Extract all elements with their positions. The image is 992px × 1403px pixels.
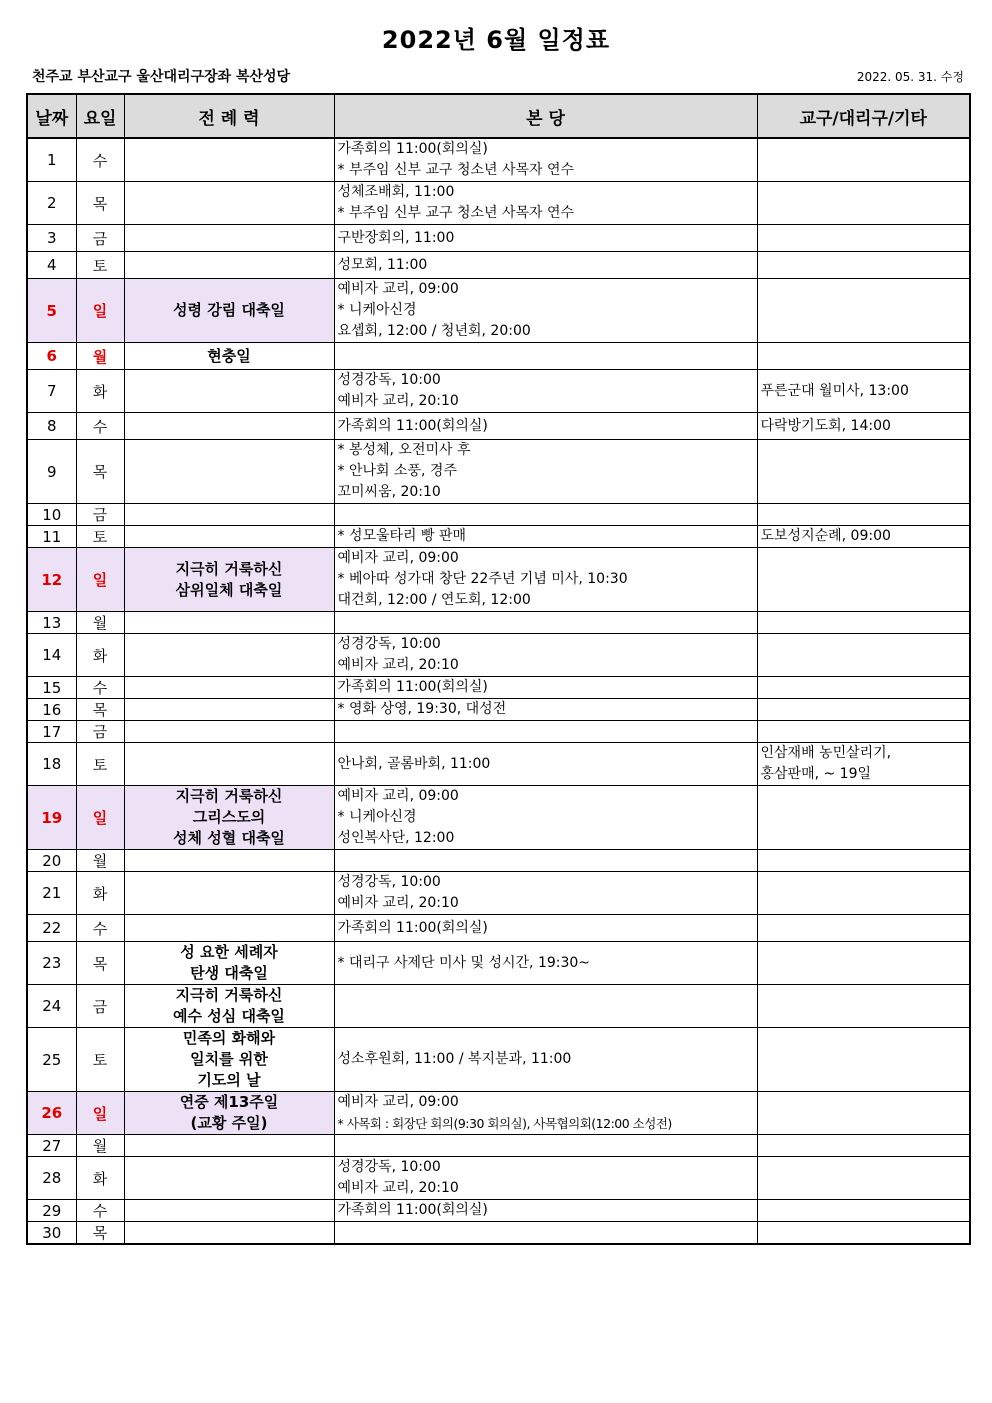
parish-event: * 니케아신경 (337, 302, 417, 318)
table-row (27, 1028, 970, 1092)
parish-event: * 대리구 사제단 미사 및 성시간, 19:30~ (337, 954, 591, 971)
parish-cell (334, 872, 757, 915)
weekday-cell: 수 (76, 413, 124, 440)
parish-cell (334, 1135, 757, 1157)
other-cell (757, 634, 970, 677)
parish-event: 가족회의 11:00(회의실) (337, 141, 488, 157)
liturgy-cell (124, 634, 334, 677)
parish-event: 구반장회의, 11:00 (337, 229, 455, 246)
table-row (27, 612, 970, 634)
table-row (27, 279, 970, 343)
weekday-cell: 월 (76, 612, 124, 634)
other-cell (757, 612, 970, 634)
parish-cell (334, 548, 757, 612)
parish-cell (334, 850, 757, 872)
liturgy-line: 그리스도의 (192, 808, 266, 826)
liturgy-line: 연중 제13주일 (179, 1093, 279, 1111)
table-row (27, 182, 970, 225)
other-cell (757, 1092, 970, 1135)
table-row (27, 699, 970, 721)
table-row (27, 721, 970, 743)
weekday-cell: 금 (76, 721, 124, 743)
weekday-cell: 목 (76, 942, 124, 985)
parish-event: 안나회, 골롬바회, 11:00 (337, 755, 491, 772)
other-cell (757, 504, 970, 526)
liturgy-cell (124, 413, 334, 440)
liturgy-cell (124, 1028, 334, 1092)
parish-event: * 베아따 성가대 창단 22주년 기념 미사, 10:30 (337, 571, 628, 587)
liturgy-cell (124, 699, 334, 721)
liturgy-line: 성체 성혈 대축일 (173, 829, 285, 847)
date-cell: 10 (27, 504, 76, 526)
other-cell (757, 1222, 970, 1245)
table-row (27, 526, 970, 548)
liturgy-line: 삼위일체 대축일 (175, 580, 283, 599)
parish-event: 대건회, 12:00 / 연도회, 12:00 (337, 592, 531, 608)
date-cell: 3 (27, 225, 76, 252)
liturgy-line: 현충일 (207, 346, 251, 365)
parish-event: * 성모울타리 빵 판매 (337, 528, 467, 544)
other-cell (757, 440, 970, 504)
liturgy-cell (124, 1222, 334, 1245)
other-event: 도보성지순례, 09:00 (760, 528, 891, 544)
liturgy-line: 예수 성심 대축일 (173, 1007, 285, 1025)
parish-cell (334, 370, 757, 413)
weekday-cell: 금 (76, 985, 124, 1028)
other-cell (757, 1028, 970, 1092)
parish-cell (334, 677, 757, 699)
table-row (27, 413, 970, 440)
date-cell: 14 (27, 634, 76, 677)
other-cell (757, 548, 970, 612)
column-header-date: 날짜 (27, 94, 76, 138)
parish-cell (334, 440, 757, 504)
parish-cell (334, 743, 757, 786)
parish-event: 가족회의 11:00(회의실) (337, 919, 488, 936)
weekday-cell: 일 (76, 548, 124, 612)
parish-cell (334, 343, 757, 370)
weekday-cell: 수 (76, 138, 124, 182)
parish-cell (334, 786, 757, 850)
liturgy-cell (124, 721, 334, 743)
parish-cell (334, 1092, 757, 1135)
parish-cell (334, 1157, 757, 1200)
table-row (27, 743, 970, 786)
schedule-body (27, 138, 970, 1244)
parish-cell (334, 721, 757, 743)
parish-cell (334, 252, 757, 279)
column-header-day: 요일 (76, 94, 124, 138)
date-cell: 9 (27, 440, 76, 504)
other-cell (757, 699, 970, 721)
table-row (27, 370, 970, 413)
other-cell (757, 872, 970, 915)
liturgy-cell (124, 225, 334, 252)
weekday-cell: 목 (76, 1222, 124, 1245)
other-event: 다락방기도회, 14:00 (760, 417, 891, 434)
date-cell: 18 (27, 743, 76, 786)
table-row (27, 1135, 970, 1157)
other-cell (757, 252, 970, 279)
date-cell: 8 (27, 413, 76, 440)
parish-event: 성모회, 11:00 (337, 256, 428, 273)
parish-event: * 니케아신경 (337, 809, 417, 825)
weekday-cell: 수 (76, 1200, 124, 1222)
liturgy-cell (124, 942, 334, 985)
parish-cell (334, 634, 757, 677)
table-row (27, 1092, 970, 1135)
table-row (27, 985, 970, 1028)
weekday-cell: 토 (76, 1028, 124, 1092)
date-cell: 11 (27, 526, 76, 548)
table-row (27, 440, 970, 504)
parish-cell (334, 279, 757, 343)
date-cell: 16 (27, 699, 76, 721)
parish-event: * 사목회 : 회장단 회의(9:30 회의실), 사목협의회(12:00 소성전) (337, 1116, 672, 1131)
date-cell: 23 (27, 942, 76, 985)
table-header-row (27, 94, 970, 138)
other-event: 홍삼판매, ~ 19일 (760, 766, 872, 782)
date-cell: 19 (27, 786, 76, 850)
parish-event: 예비자 교리, 20:10 (337, 657, 459, 673)
weekday-cell: 목 (76, 182, 124, 225)
parish-event: * 안나회 소풍, 경주 (337, 463, 457, 479)
other-cell (757, 182, 970, 225)
parish-event: 성경강독, 10:00 (337, 636, 441, 652)
liturgy-line: 기도의 날 (197, 1071, 261, 1089)
date-cell: 22 (27, 915, 76, 942)
parish-cell (334, 1222, 757, 1245)
weekday-cell: 화 (76, 872, 124, 915)
parish-cell (334, 138, 757, 182)
column-header-liturgy: 전 례 력 (124, 94, 334, 138)
parish-event: 성소후원회, 11:00 / 복지분과, 11:00 (337, 1051, 572, 1067)
weekday-cell: 월 (76, 1135, 124, 1157)
liturgy-cell (124, 743, 334, 786)
liturgy-line: 지극히 거룩하신 (175, 986, 283, 1004)
other-cell (757, 138, 970, 182)
parish-event: 예비자 교리, 20:10 (337, 393, 459, 409)
liturgy-line: (교황 주일) (190, 1114, 268, 1132)
parish-cell (334, 504, 757, 526)
table-row (27, 1222, 970, 1245)
date-cell: 28 (27, 1157, 76, 1200)
date-cell: 29 (27, 1200, 76, 1222)
liturgy-line: 성령 강림 대축일 (173, 301, 285, 319)
weekday-cell: 목 (76, 440, 124, 504)
parish-cell (334, 182, 757, 225)
table-row (27, 786, 970, 850)
parish-event: 예비자 교리, 09:00 (337, 788, 459, 804)
parish-cell (334, 1200, 757, 1222)
date-cell: 4 (27, 252, 76, 279)
other-cell (757, 526, 970, 548)
liturgy-cell (124, 677, 334, 699)
schedule-table (26, 93, 971, 1245)
liturgy-cell (124, 1092, 334, 1135)
table-row (27, 343, 970, 370)
other-event: 인삼재배 농민살리기, (760, 745, 892, 761)
other-cell (757, 413, 970, 440)
date-cell: 20 (27, 850, 76, 872)
date-cell: 17 (27, 721, 76, 743)
parish-event: 예비자 교리, 09:00 (337, 281, 459, 297)
weekday-cell: 일 (76, 786, 124, 850)
parish-cell (334, 942, 757, 985)
liturgy-cell (124, 548, 334, 612)
liturgy-cell (124, 504, 334, 526)
parish-event: 예비자 교리, 20:10 (337, 1180, 459, 1196)
page-title: 2022년 6월 일정표 (381, 26, 611, 54)
parish-event: * 영화 상영, 19:30, 대성전 (337, 701, 507, 717)
liturgy-cell (124, 279, 334, 343)
weekday-cell: 일 (76, 279, 124, 343)
parish-event: 가족회의 11:00(회의실) (337, 417, 488, 434)
weekday-cell: 토 (76, 252, 124, 279)
other-cell (757, 279, 970, 343)
date-cell: 30 (27, 1222, 76, 1245)
parish-event: * 부주임 신부 교구 청소년 사목자 연수 (337, 162, 575, 178)
table-row (27, 548, 970, 612)
weekday-cell: 토 (76, 743, 124, 786)
parish-event: * 부주임 신부 교구 청소년 사목자 연수 (337, 205, 575, 221)
parish-cell (334, 1028, 757, 1092)
liturgy-cell (124, 612, 334, 634)
weekday-cell: 목 (76, 699, 124, 721)
liturgy-cell (124, 915, 334, 942)
other-cell (757, 370, 970, 413)
date-cell: 7 (27, 370, 76, 413)
parish-cell (334, 915, 757, 942)
table-row (27, 850, 970, 872)
parish-event: 예비자 교리, 09:00 (337, 1094, 459, 1110)
date-cell: 25 (27, 1028, 76, 1092)
parish-event: 꼬미씨움, 20:10 (337, 484, 441, 500)
parish-event: 성체조배회, 11:00 (337, 184, 455, 200)
liturgy-line: 탄생 대축일 (190, 964, 268, 982)
parish-event: 성경강독, 10:00 (337, 1159, 441, 1175)
liturgy-line: 지극히 거룩하신 (175, 787, 283, 805)
table-row (27, 1157, 970, 1200)
table-row (27, 1200, 970, 1222)
other-cell (757, 1135, 970, 1157)
parish-cell (334, 225, 757, 252)
weekday-cell: 월 (76, 343, 124, 370)
date-cell: 12 (27, 548, 76, 612)
table-row (27, 915, 970, 942)
liturgy-cell (124, 1157, 334, 1200)
parish-event: 예비자 교리, 20:10 (337, 895, 459, 911)
other-cell (757, 721, 970, 743)
table-row (27, 942, 970, 985)
weekday-cell: 수 (76, 677, 124, 699)
liturgy-cell (124, 850, 334, 872)
liturgy-cell (124, 370, 334, 413)
date-cell: 1 (27, 138, 76, 182)
liturgy-line: 민족의 화해와 (182, 1029, 276, 1047)
liturgy-cell (124, 440, 334, 504)
date-cell: 24 (27, 985, 76, 1028)
date-cell: 15 (27, 677, 76, 699)
table-row (27, 138, 970, 182)
other-cell (757, 343, 970, 370)
liturgy-line: 일치를 위한 (190, 1050, 268, 1068)
weekday-cell: 월 (76, 850, 124, 872)
parish-event: 요셉회, 12:00 / 청년회, 20:00 (337, 323, 531, 339)
weekday-cell: 토 (76, 526, 124, 548)
other-cell (757, 942, 970, 985)
parish-event: 성경강독, 10:00 (337, 372, 441, 388)
column-header-parish: 본 당 (334, 94, 757, 138)
table-row (27, 225, 970, 252)
weekday-cell: 일 (76, 1092, 124, 1135)
table-row (27, 504, 970, 526)
other-cell (757, 915, 970, 942)
liturgy-cell (124, 182, 334, 225)
parish-event: 가족회의 11:00(회의실) (337, 679, 488, 695)
liturgy-cell (124, 1200, 334, 1222)
other-cell (757, 1157, 970, 1200)
liturgy-cell (124, 138, 334, 182)
liturgy-cell (124, 343, 334, 370)
date-cell: 21 (27, 872, 76, 915)
date-cell: 27 (27, 1135, 76, 1157)
other-cell (757, 1200, 970, 1222)
date-cell: 5 (27, 279, 76, 343)
parish-cell (334, 699, 757, 721)
weekday-cell: 금 (76, 504, 124, 526)
table-row (27, 634, 970, 677)
liturgy-cell (124, 786, 334, 850)
liturgy-line: 지극히 거룩하신 (175, 559, 283, 578)
weekday-cell: 수 (76, 915, 124, 942)
date-cell: 13 (27, 612, 76, 634)
table-row (27, 252, 970, 279)
liturgy-cell (124, 1135, 334, 1157)
liturgy-line: 성 요한 세례자 (180, 943, 278, 961)
other-cell (757, 850, 970, 872)
liturgy-cell (124, 252, 334, 279)
weekday-cell: 화 (76, 1157, 124, 1200)
liturgy-cell (124, 872, 334, 915)
weekday-cell: 금 (76, 225, 124, 252)
weekday-cell: 화 (76, 634, 124, 677)
table-row (27, 872, 970, 915)
parish-event: 성인복사단, 12:00 (337, 830, 455, 846)
date-cell: 2 (27, 182, 76, 225)
date-cell: 6 (27, 343, 76, 370)
revision-date: 2022. 05. 31. 수정 (856, 70, 964, 84)
weekday-cell: 화 (76, 370, 124, 413)
parish-event: * 봉성체, 오전미사 후 (337, 442, 471, 458)
other-event: 푸른군대 월미사, 13:00 (760, 382, 909, 399)
other-cell (757, 677, 970, 699)
parish-cell (334, 526, 757, 548)
parish-cell (334, 413, 757, 440)
other-cell (757, 743, 970, 786)
column-header-other: 교구/대리구/기타 (757, 94, 970, 138)
other-cell (757, 786, 970, 850)
organization-name: 천주교 부산교구 울산대리구장좌 복산성당 (32, 69, 291, 85)
parish-event: 가족회의 11:00(회의실) (337, 1202, 488, 1218)
liturgy-cell (124, 526, 334, 548)
other-cell (757, 985, 970, 1028)
table-row (27, 677, 970, 699)
parish-cell (334, 985, 757, 1028)
date-cell: 26 (27, 1092, 76, 1135)
parish-event: 예비자 교리, 09:00 (337, 550, 459, 566)
other-cell (757, 225, 970, 252)
liturgy-cell (124, 985, 334, 1028)
parish-event: 성경강독, 10:00 (337, 874, 441, 890)
parish-cell (334, 612, 757, 634)
